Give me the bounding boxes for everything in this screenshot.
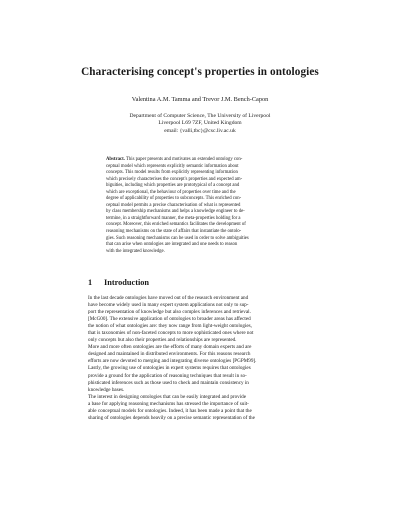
body-line: More and more often ontologies are the efforts of many domain experts and are — [88, 344, 252, 351]
body-line: [McG00]. The extensive application of ontologies to broader areas has affected — [88, 316, 251, 323]
abstract-line: that can arise when ontologies are integrated and one needs to reason — [106, 242, 238, 248]
body-line: sharing of ontologies depends heavily on a precise semantic representation of the — [88, 414, 255, 421]
body-line: have become widely used in many expert system applications not only to sup- — [88, 302, 249, 309]
body-line: phisticated inferences such as those used to check and maintain consistency in — [88, 379, 249, 386]
abstract-line: concept. Moreover, this enriched semantics facilitates the development of — [106, 222, 246, 228]
abstract-line: reasoning mechanisms on the state of affairs that instantiate the ontolo- — [106, 229, 242, 235]
body-line: able conceptual models for ontologies. Indeed, it has been made a point that the — [88, 407, 252, 414]
abstract-line: which precisely characterises the concept's properties and expected am- — [106, 176, 243, 182]
abstract — [106, 157, 294, 255]
paper-authors: Valentina A.M. Tamma and Trevor J.M. Bench-Capon — [131, 96, 269, 103]
body-line: only concepts but also their properties and relationships are represented. — [88, 337, 237, 344]
body-line: efforts are now devoted to merging and integrating diverse ontologies [PGPM99]. — [88, 358, 257, 365]
body-line: designed and maintained in distributed environments. For this reasons research — [88, 351, 251, 358]
abstract-line: concepts. This model results from explicitly representing information — [106, 170, 238, 176]
body-line: port the representation of knowledge but also complex inferences and retrieval. — [88, 309, 251, 316]
body-line: Lastly, the growing use of ontologies in expert systems requires that ontologies — [88, 365, 251, 372]
body-line: The interest in designing ontologies that can be easily integrated and provide — [88, 393, 247, 400]
abstract-line: termine, in a straightforward manner, the meta-properties holding for a — [106, 215, 241, 221]
body-line: provide a ground for the application of reasoning techniques that result in so- — [88, 372, 247, 379]
affiliation-address: Liverpool L69 7ZF, United Kingdom — [158, 120, 242, 127]
abstract-label: Abstract. — [106, 157, 125, 162]
abstract-line-text: This paper presents and motivates an extended ontology con- — [125, 157, 243, 162]
body-line: the notion of what ontologies are: they now range from light-weight ontologies, — [88, 323, 252, 330]
abstract-line: ceptual model which represents explicitly semantic information about — [106, 163, 239, 169]
abstract-line: with the integrated knowledge. — [106, 248, 165, 254]
abstract-line: by class membership mechanisms and helps a knowledge engineer to de- — [106, 209, 245, 215]
body-line: In the last decade ontologies have moved out of the research environment and — [88, 295, 249, 301]
section-title: Introduction — [104, 278, 150, 287]
affiliation-block — [0, 113, 400, 135]
abstract-line: degree of applicability of properties to subconcepts. This enriched con- — [106, 196, 242, 202]
section-number: 1 — [88, 278, 93, 287]
body-line: knowledge bases. — [88, 386, 125, 393]
body-line: a base for applying reasoning mechanisms has stressed the importance of suit- — [88, 400, 249, 407]
abstract-line: ceptual model permits a precise characterisation of what is represented — [106, 202, 241, 208]
body-line: that is taxonomies of non-faceted concepts to more sophisticated ones where not — [88, 330, 254, 337]
affiliation-email: email: {valli,tbc}@csc.liv.ac.uk — [164, 127, 236, 134]
affiliation-department: Department of Computer Science, The University of Liverpool — [129, 113, 271, 119]
introduction-body — [88, 295, 313, 422]
section-heading — [88, 278, 149, 287]
abstract-line: biguities, including which properties are prototypical of a concept and — [106, 183, 240, 189]
paper-title: Characterising concept's properties in ontologies — [81, 66, 319, 78]
abstract-line: which are exceptional, the behaviour of properties over time and the — [106, 189, 236, 195]
abstract-line: gies. Such reasoning mechanisms can be used in order to solve ambiguities — [106, 235, 249, 241]
